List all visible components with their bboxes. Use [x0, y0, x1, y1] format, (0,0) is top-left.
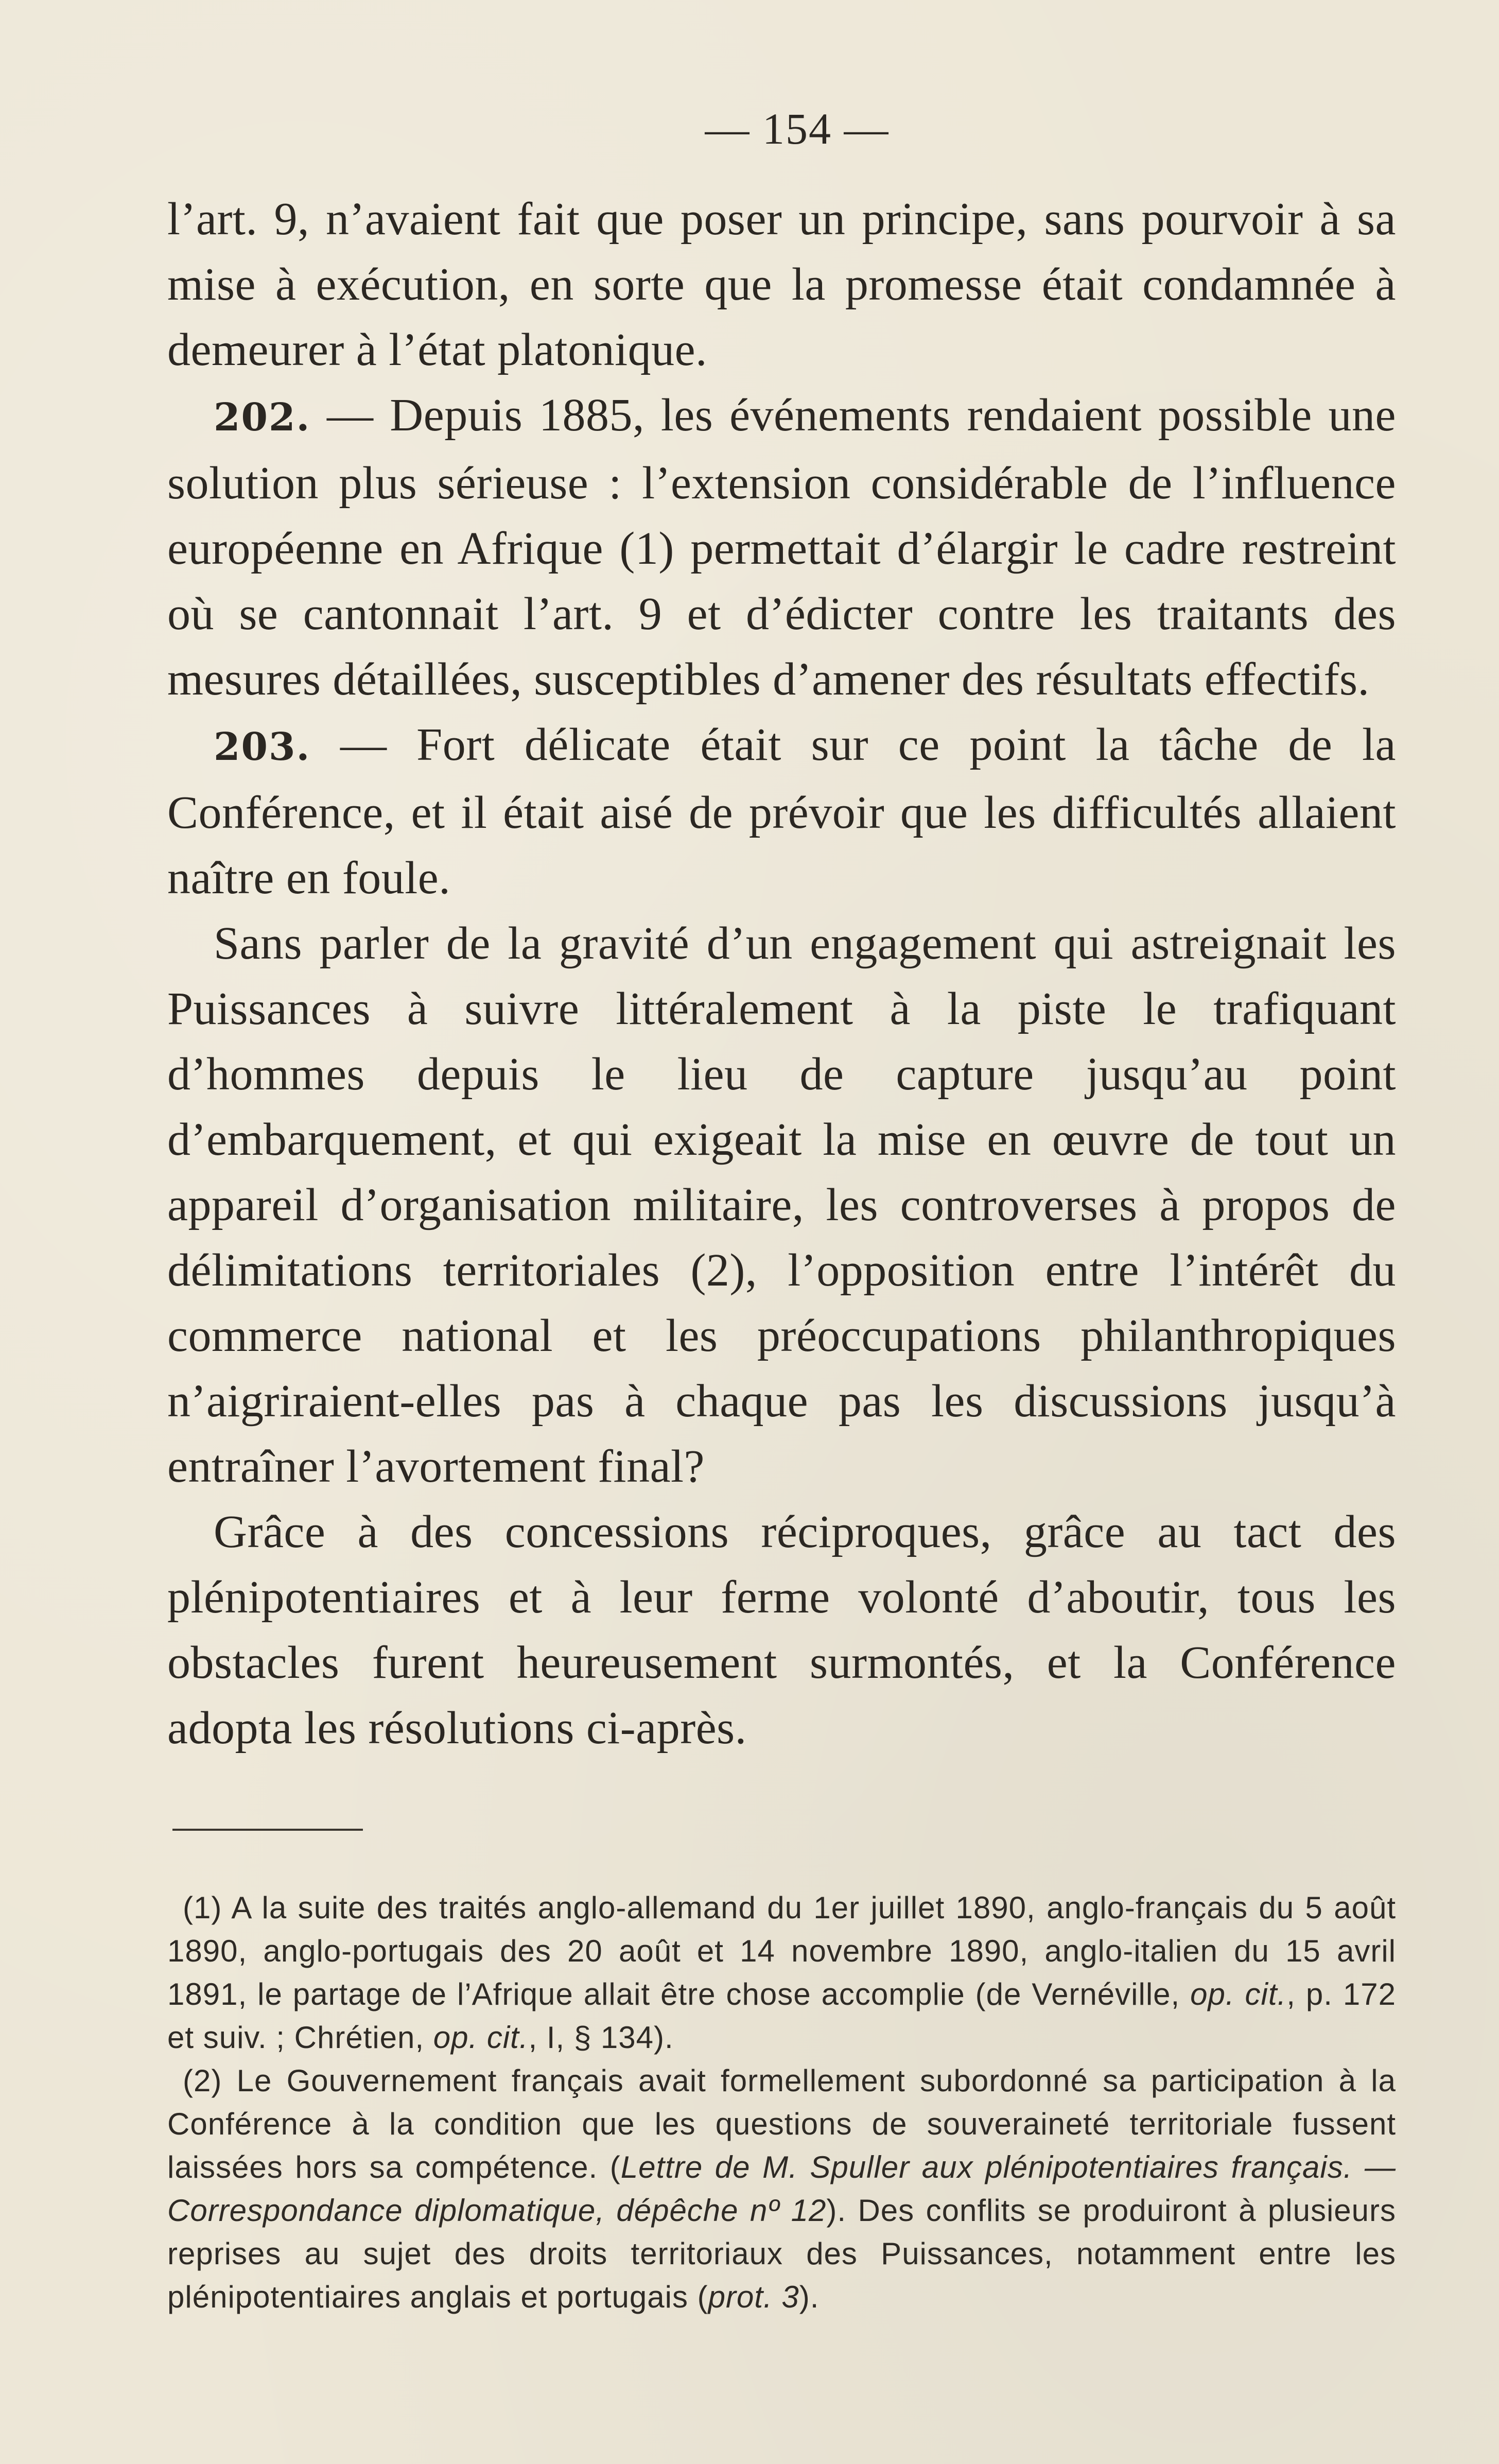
paragraph-202 — [167, 383, 1396, 712]
paragraph-203 — [167, 712, 1396, 911]
footnote-2-text-c: ). — [799, 2280, 820, 2314]
page-number: — 154 — — [705, 104, 890, 153]
footnote-2-text-a: (2) Le Gouvernement français avait formellement subordonné sa participation à la Conférence à la condition que les questions de souveraineté territoriale fussent laissées hors sa compétence. ( — [167, 2063, 1396, 2184]
footnote-1-text-a: (1) A la suite des traités anglo-allemand du 1er juillet 1890, anglo-français du 5 août 1890, anglo-portugais des 20 août et 14 novembre 1890, anglo-italien du 15 avril 1891, le partage de l’Afrique allait être chose accomplie (de Vernéville, — [167, 1890, 1396, 2011]
footnote-2-citation-b: prot. 3 — [708, 2280, 799, 2314]
article-number-203: 203. — [214, 725, 311, 769]
paragraph-203-text: — Fort délicate était sur ce point la tâche de la Conférence, et il était aisé de prévoir que les difficultés allaient naître en foule. — [167, 719, 1396, 904]
footnote-2-text-b: ). Des conflits se produiront à plusieurs reprises au sujet des droits territoriaux des Puissances, notamment entre les plénipotentiaires anglais et portugais ( — [167, 2193, 1396, 2314]
body-text — [167, 186, 1396, 1761]
footnotes — [167, 1886, 1396, 2319]
footnote-1 — [167, 1886, 1396, 2059]
paragraph-grace: Grâce à des concessions réciproques, grâce au tact des plénipotentiaires et à leur ferme volonté d’aboutir, tous les obstacles furent heureusement surmontés, et la Conférence adopta les résolutions ci-après. — [167, 1506, 1396, 1754]
article-number-202: 202. — [214, 395, 311, 440]
footnote-1-citation-a: op. cit. — [1190, 1977, 1287, 2011]
footnote-1-text-c: , I, § 134). — [528, 2020, 674, 2055]
footnote-separator — [172, 1829, 363, 1831]
footnote-1-citation-b: op. cit. — [433, 2020, 529, 2055]
footnote-1-text-b: , p. 172 et suiv. ; Chrétien, — [167, 1977, 1397, 2055]
paragraph-continuation: l’art. 9, n’avaient fait que poser un principe, sans pourvoir à sa mise à exécution, en sorte que la promesse était condamnée à demeurer à l’état platonique. — [167, 194, 1396, 375]
paragraph-sans-parler: Sans parler de la gravité d’un engagement qui astreignait les Puissances à suivre littéralement à la piste le trafiquant d’hommes depuis le lieu de capture jusqu’au point d’embarquement, et qui exigeait la mise en œuvre de tout un appareil d’organisation militaire, les controverses à propos de délimitations territoriales (2), l’opposition entre l’intérêt du commerce national et les préoccupations philanthropiques n’aigriraient-elles pas à chaque pas les discussions jusqu’à entraîner l’avortement final? — [167, 918, 1396, 1492]
footnote-2 — [167, 2059, 1396, 2319]
paragraph-202-text: — Depuis 1885, les événements rendaient possible une solution plus sérieuse : l’extension considérable de l’influence européenne en Afrique (1) permettait d’élargir le cadre restreint où se cantonnait l’art. 9 et d’édicter contre les traitants des mesures détaillées, susceptibles d’amener des résultats effectifs. — [167, 390, 1396, 705]
footnote-2-citation-a: Lettre de M. Spuller aux plénipotentiaires français. — Correspondance diplomatique, dépêche nº 12 — [167, 2150, 1396, 2228]
